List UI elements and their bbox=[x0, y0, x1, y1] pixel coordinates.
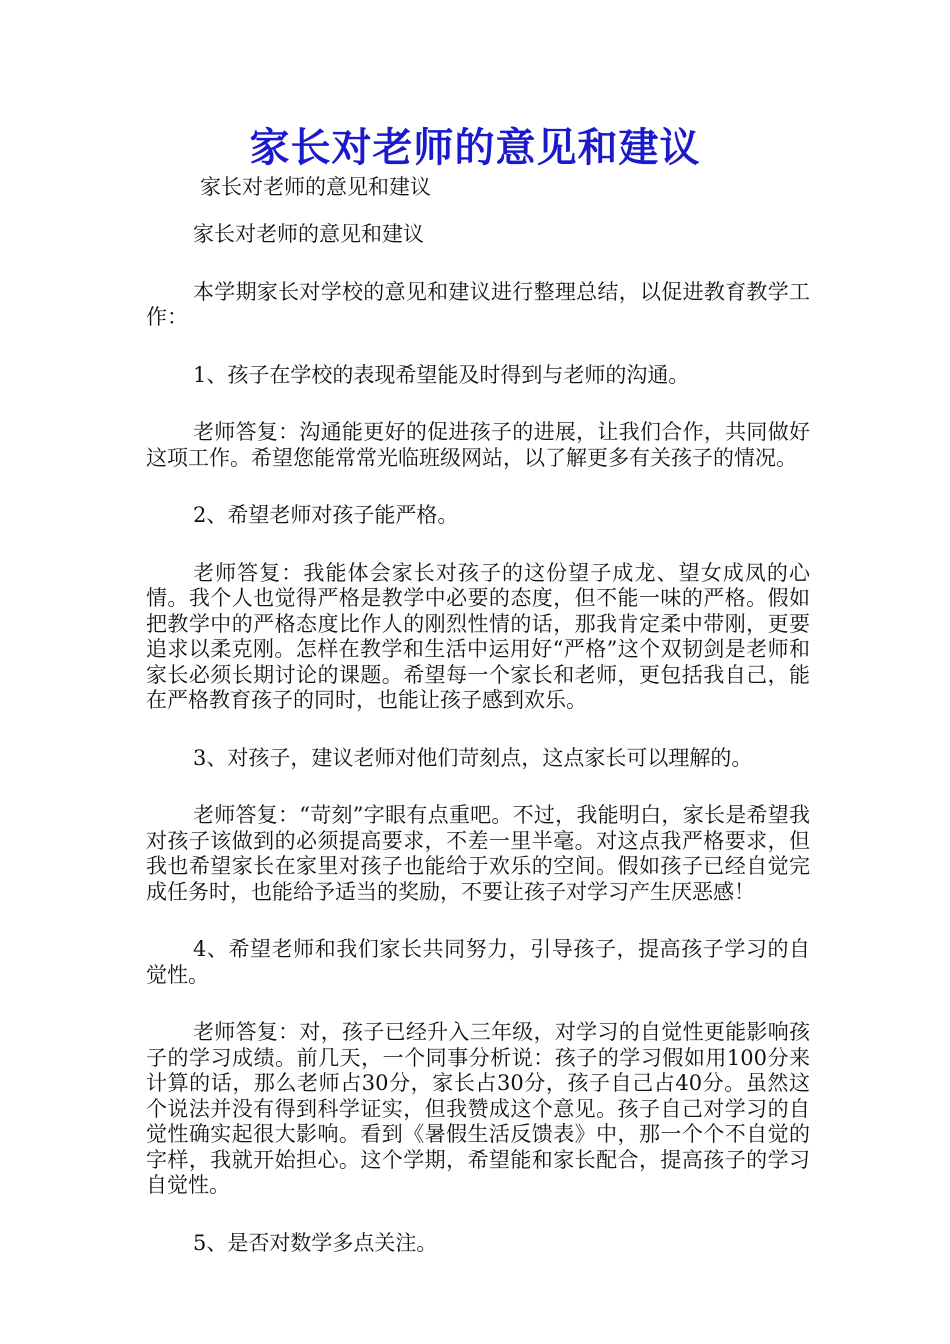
document-body bbox=[146, 222, 810, 1288]
paragraph: 老师答复：对，孩子已经升入三年级，对学习的自觉性更能影响孩子的学习成绩。前几天，一个同事分析说：孩子的学习假如用100分来计算的话，那么老师占30分，家长占30分，孩子自己占40分。虽然这个说法并没有得到科学证实，但我赞成这个意见。孩子自己对学习的自觉性确实起很大影响。看到《暑假生活反馈表》中，那一个个不自觉的字样，我就开始担心。这个学期，希望能和家长配合，提高孩子的学习自觉性。 bbox=[146, 1020, 810, 1197]
document-subtitle: 家长对老师的意见和建议 bbox=[200, 175, 431, 199]
paragraph: 老师答复：“苛刻”字眼有点重吧。不过，我能明白，家长是希望我对孩子该做到的必须提高要求，不差一里半毫。对这点我严格要求，但我也希望家长在家里对孩子也能给于欢乐的空间。假如孩子已经自觉完成任务时，也能给予适当的奖励，不要让孩子对学习产生厌恶感！ bbox=[146, 803, 810, 904]
paragraph: 老师答复：沟通能更好的促进孩子的进展，让我们合作，共同做好这项工作。希望您能常常光临班级网站，以了解更多有关孩子的情况。 bbox=[146, 420, 810, 470]
paragraph: 5、是否对数学多点关注。 bbox=[193, 1230, 438, 1255]
paragraph: 本学期家长对学校的意见和建议进行整理总结，以促进教育教学工作： bbox=[146, 279, 810, 329]
paragraph: 老师答复：我能体会家长对孩子的这份望子成龙、望女成凤的心情。我个人也觉得严格是教学中必要的态度，但不能一味的严格。假如把教学中的严格态度比作人的刚烈性情的话，那我肯定柔中带刚，更要追求以柔克刚。怎样在教学和生活中运用好“严格”这个双韧剑是老师和家长必须长期讨论的课题。希望每一个家长和老师，更包括我自己，能在严格教育孩子的同时，也能让孩子感到欢乐。 bbox=[146, 560, 810, 712]
paragraph: 家长对老师的意见和建议 bbox=[193, 222, 424, 246]
paragraph: 2、希望老师对孩子能严格。 bbox=[193, 503, 459, 527]
document-title: 家长对老师的意见和建议 bbox=[249, 124, 701, 171]
paragraph: 3、对孩子，建议老师对他们苛刻点，这点家长可以理解的。 bbox=[193, 745, 753, 770]
paragraph: 4、希望老师和我们家长共同努力，引导孩子，提高孩子学习的自觉性。 bbox=[146, 937, 810, 987]
paragraph: 1、孩子在学校的表现希望能及时得到与老师的沟通。 bbox=[193, 362, 690, 387]
